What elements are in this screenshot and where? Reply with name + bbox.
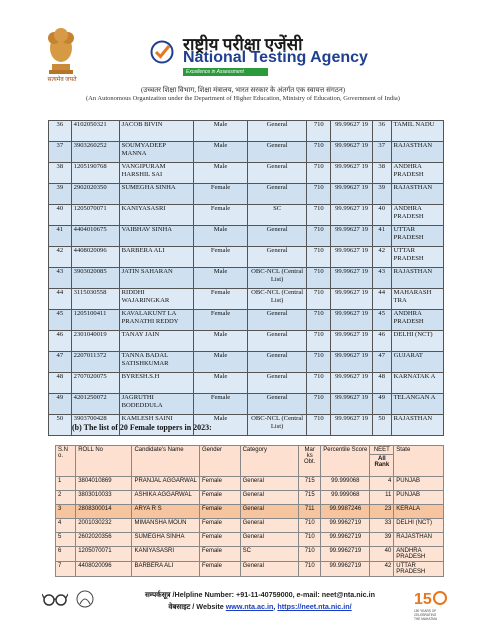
cell-state: PUNJAB: [394, 477, 444, 491]
cell-category: General: [248, 352, 307, 373]
col-state: State: [394, 446, 444, 477]
cell-roll-no: 4201250072: [71, 394, 119, 415]
cell-state: RAJASTHAN: [391, 415, 443, 436]
col-neet-rank: [370, 446, 394, 477]
cell-category: General: [248, 142, 307, 163]
cell-sn: 4: [56, 519, 76, 533]
table-row: [49, 352, 444, 373]
cell-gender: Female: [194, 205, 248, 226]
cell-gender: Female: [199, 519, 240, 533]
cell-marks: 710: [307, 310, 331, 331]
emblem-motto: सत्यमेव जयते: [47, 77, 77, 83]
cell-roll-no: 4102050321: [71, 121, 119, 142]
cell-state: UTTAR PRADESH: [391, 247, 443, 268]
cell-percentile: 99.99627 19: [331, 268, 372, 289]
cell-marks: 710: [307, 373, 331, 394]
cell-rank: 23: [370, 505, 394, 519]
cell-percentile: 99.9987246: [321, 505, 370, 519]
cell-gender: Male: [194, 352, 248, 373]
table-row: [49, 226, 444, 247]
cell-rank: 46: [372, 331, 391, 352]
cell-sn: 7: [56, 562, 76, 577]
website-line: [100, 602, 420, 612]
cell-percentile: 99.9962719: [321, 547, 370, 562]
cell-gender: Female: [199, 533, 240, 547]
link-separator: ,: [273, 602, 278, 611]
cell-category: SC: [248, 205, 307, 226]
cell-candidate-name: ARYA R S: [132, 505, 200, 519]
cell-category: General: [240, 519, 299, 533]
cell-marks: 710: [307, 331, 331, 352]
cell-category: General: [240, 505, 299, 519]
cell-state: TAMIL NADU: [391, 121, 443, 142]
cell-percentile: 99.99627 19: [331, 247, 372, 268]
cell-gender: Female: [194, 310, 248, 331]
cell-candidate-name: PRANJAL AGGARWAL: [132, 477, 200, 491]
table-row: [56, 505, 444, 519]
cell-marks: 710: [307, 415, 331, 436]
cell-percentile: 99.99627 19: [331, 289, 372, 310]
cell-percentile: 99.99627 19: [331, 184, 372, 205]
cell-gender: Male: [194, 226, 248, 247]
cell-roll-no: 3903700428: [71, 415, 119, 436]
cell-rank: 37: [372, 142, 391, 163]
cell-marks: 710: [307, 352, 331, 373]
cell-candidate-name: TANNA BADAL SATISHKUMAR: [119, 352, 193, 373]
cell-candidate-name: KANIYASASRI: [132, 547, 200, 562]
cell-candidate-name: KAMLESH SAINI: [119, 415, 193, 436]
cell-percentile: 99.9962719: [321, 533, 370, 547]
swachh-bharat-glasses-icon: [42, 590, 68, 608]
cell-state: ANDHRA PRADESH: [391, 163, 443, 184]
table-row: [49, 331, 444, 352]
cell-roll-no: 3903020085: [71, 268, 119, 289]
cell-percentile: 99.99627 19: [331, 163, 372, 184]
cell-marks: 710: [307, 289, 331, 310]
cell-gender: Female: [199, 491, 240, 505]
col-category: Category: [240, 446, 299, 477]
table-row: [49, 310, 444, 331]
cell-percentile: 99.9962719: [321, 562, 370, 577]
cell-marks: 710: [307, 226, 331, 247]
cell-gender: Male: [194, 373, 248, 394]
cell-marks: 710: [307, 184, 331, 205]
cell-candidate-name: ASHIKA AGGARWAL: [132, 491, 200, 505]
cell-gender: Female: [199, 562, 240, 577]
cell-percentile: 99.999068: [321, 477, 370, 491]
table-row: [49, 163, 444, 184]
cell-state: RAJASTHAN: [391, 268, 443, 289]
svg-text:THE MAHATMA: THE MAHATMA: [414, 617, 437, 621]
cell-gender: Female: [199, 477, 240, 491]
cell-category: General: [248, 331, 307, 352]
cell-rank: 50: [372, 415, 391, 436]
cell-category: SC: [240, 547, 299, 562]
cell-percentile: 99.99627 19: [331, 205, 372, 226]
cell-sn: 40: [49, 205, 72, 226]
cell-rank: 38: [372, 163, 391, 184]
table-row: [49, 121, 444, 142]
table-row: [49, 247, 444, 268]
cell-gender: Female: [194, 394, 248, 415]
cell-candidate-name: BARBERA ALI: [119, 247, 193, 268]
cell-roll-no: 2707020075: [71, 373, 119, 394]
cell-sn: 49: [49, 394, 72, 415]
nta-website-link[interactable]: www.nta.ac.in: [225, 602, 274, 611]
cell-candidate-name: BARBERA ALI: [132, 562, 200, 577]
cell-sn: 45: [49, 310, 72, 331]
col-percentile: Percentile Score: [321, 446, 370, 477]
cell-rank: 42: [372, 247, 391, 268]
cell-state: PUNJAB: [394, 491, 444, 505]
cell-rank: 44: [372, 289, 391, 310]
cell-state: RAJASTHAN: [391, 184, 443, 205]
cell-roll-no: 2001030232: [76, 519, 132, 533]
cell-percentile: 99.99627 19: [331, 226, 372, 247]
cell-marks: 715: [299, 491, 321, 505]
neet-label: NEET: [370, 446, 393, 455]
all-rank-label: All Rank: [374, 456, 390, 468]
cell-gender: Male: [194, 331, 248, 352]
cell-candidate-name: KANIYASASRI: [119, 205, 193, 226]
cell-sn: 43: [49, 268, 72, 289]
cell-roll-no: 1205070071: [76, 547, 132, 562]
cell-rank: 45: [372, 310, 391, 331]
table-header-row: [56, 446, 444, 477]
cell-marks: 710: [299, 533, 321, 547]
cell-candidate-name: SUMEGHA SINHA: [132, 533, 200, 547]
cell-rank: 48: [372, 373, 391, 394]
cell-roll-no: 4408020096: [71, 247, 119, 268]
national-emblem-icon: [44, 24, 78, 78]
cell-marks: 710: [299, 519, 321, 533]
cell-candidate-name: BYRESH.S.H: [119, 373, 193, 394]
cell-rank: 47: [372, 352, 391, 373]
cell-percentile: 99.99627 19: [331, 352, 372, 373]
cell-gender: Male: [194, 268, 248, 289]
table-row: [56, 547, 444, 562]
cell-category: OBC-NCL (Central List): [248, 268, 307, 289]
cell-state: RAJASTHAN: [391, 142, 443, 163]
cell-roll-no: 2301040019: [71, 331, 119, 352]
cell-candidate-name: VANGIPURAM HARSHIL SAI: [119, 163, 193, 184]
cell-candidate-name: SUMEGHA SINHA: [119, 184, 193, 205]
cell-category: OBC-NCL (Central List): [248, 289, 307, 310]
cell-roll-no: 2808300014: [76, 505, 132, 519]
table-row: [49, 142, 444, 163]
cell-percentile: 99.999068: [321, 491, 370, 505]
cell-roll-no: 2602020356: [76, 533, 132, 547]
subtitle-english: (An Autonomous Organization under the Department of Higher Education, Ministry of Education, Government of India): [86, 95, 400, 102]
table-row: [49, 289, 444, 310]
cell-marks: 710: [307, 247, 331, 268]
cell-marks: 710: [307, 121, 331, 142]
cell-percentile: 99.9962719: [321, 519, 370, 533]
cell-candidate-name: SOUMYADEEP MANNA: [119, 142, 193, 163]
cell-rank: 39: [372, 184, 391, 205]
cell-state: RAJASTHAN: [394, 533, 444, 547]
cell-category: General: [240, 562, 299, 577]
cell-rank: 41: [372, 226, 391, 247]
toppers-table-continued: [48, 120, 444, 436]
cell-roll-no: 2207011372: [71, 352, 119, 373]
cell-roll-no: 3803010033: [76, 491, 132, 505]
gandhi-150-badge-icon: [412, 586, 448, 624]
cell-rank: 43: [372, 268, 391, 289]
cell-gender: Female: [194, 184, 248, 205]
cell-state: UTTAR PRADESH: [394, 562, 444, 577]
footer: [0, 586, 486, 642]
cell-marks: 710: [307, 205, 331, 226]
cell-sn: 47: [49, 352, 72, 373]
cell-sn: 2: [56, 491, 76, 505]
table-row: [56, 519, 444, 533]
cell-gender: Female: [194, 289, 248, 310]
cell-state: KARNATAK A: [391, 373, 443, 394]
cell-state: KERALA: [394, 505, 444, 519]
letterhead: [0, 0, 486, 105]
cell-sn: 36: [49, 121, 72, 142]
cell-category: General: [248, 373, 307, 394]
cell-sn: 6: [56, 547, 76, 562]
cell-state: UTTAR PRADESH: [391, 226, 443, 247]
cell-marks: 710: [299, 562, 321, 577]
agency-name-english: National Testing Agency: [183, 49, 368, 66]
cell-category: General: [240, 533, 299, 547]
cell-candidate-name: JACOB BIVIN: [119, 121, 193, 142]
cell-sn: 46: [49, 331, 72, 352]
cell-sn: 3: [56, 505, 76, 519]
cell-state: ANDHRA PRADESH: [391, 205, 443, 226]
table-row: [49, 205, 444, 226]
cell-state: GUJARAT: [391, 352, 443, 373]
cell-roll-no: 3804010869: [76, 477, 132, 491]
section-title: (b) The list of 20 Female toppers in 2023:: [72, 423, 212, 432]
cell-category: General: [248, 163, 307, 184]
table-row: [49, 394, 444, 415]
table-row: [56, 491, 444, 505]
cell-sn: 38: [49, 163, 72, 184]
cell-state: MAHARASH TRA: [391, 289, 443, 310]
col-name: Candidate's Name: [132, 446, 200, 477]
cell-gender: Female: [199, 547, 240, 562]
cell-percentile: 99.99627 19: [331, 373, 372, 394]
cell-sn: 1: [56, 477, 76, 491]
cell-percentile: 99.99627 19: [331, 394, 372, 415]
table-row: [49, 184, 444, 205]
female-toppers-table: [55, 445, 444, 577]
cell-sn: 37: [49, 142, 72, 163]
cell-gender: Male: [194, 142, 248, 163]
cell-rank: 11: [370, 491, 394, 505]
cell-roll-no: 1205190768: [71, 163, 119, 184]
col-roll: ROLL No: [76, 446, 132, 477]
svg-text:CELEBRATING: CELEBRATING: [414, 613, 437, 617]
cell-gender: Female: [194, 247, 248, 268]
cell-rank: 42: [370, 562, 394, 577]
cell-roll-no: 2902020350: [71, 184, 119, 205]
cell-roll-no: 3115030558: [71, 289, 119, 310]
col-sn: S.N o.: [56, 446, 76, 477]
cell-state: ANDHRA PRADESH: [391, 310, 443, 331]
table-row: [49, 268, 444, 289]
cell-candidate-name: VAIBHAV SINHA: [119, 226, 193, 247]
cell-rank: 40: [372, 205, 391, 226]
cell-category: OBC-NCL (Central List): [248, 415, 307, 436]
cell-sn: 50: [49, 415, 72, 436]
table-row: [56, 533, 444, 547]
cell-rank: 39: [370, 533, 394, 547]
cell-state: TELANGAN A: [391, 394, 443, 415]
cell-roll-no: 4404010675: [71, 226, 119, 247]
cell-sn: 41: [49, 226, 72, 247]
cell-roll-no: 3903260252: [71, 142, 119, 163]
cell-percentile: 99.99627 19: [331, 415, 372, 436]
subtitle-hindi: (उच्चतर शिक्षा विभाग, शिक्षा मंत्रालय, भारत सरकार के अंतर्गत एक स्वायत्त संगठन): [140, 86, 346, 94]
cell-gender: Male: [194, 163, 248, 184]
cell-candidate-name: JATIN SAHARAN: [119, 268, 193, 289]
cell-roll-no: 1205070071: [71, 205, 119, 226]
cell-rank: 40: [370, 547, 394, 562]
cell-rank: 49: [372, 394, 391, 415]
cell-marks: 710: [307, 268, 331, 289]
table-row: [56, 562, 444, 577]
cell-gender: Female: [199, 505, 240, 519]
cell-state: ANDHRA PRADESH: [394, 547, 444, 562]
cell-marks: 710: [307, 163, 331, 184]
cell-category: General: [248, 226, 307, 247]
cell-gender: Male: [194, 415, 248, 436]
nta-logo-icon: [150, 40, 174, 64]
cell-marks: 710: [307, 142, 331, 163]
cell-gender: Male: [194, 121, 248, 142]
cell-marks: 710: [307, 394, 331, 415]
cell-percentile: 99.99627 19: [331, 310, 372, 331]
cell-category: General: [240, 491, 299, 505]
cell-sn: 42: [49, 247, 72, 268]
cell-category: General: [248, 394, 307, 415]
helpline-line: सम्पर्कसूत्र /Helpline Number: +91-11-40759000, e-mail: neet@nta.nic.in: [144, 590, 376, 599]
cell-category: General: [248, 310, 307, 331]
cell-roll-no: 4408020096: [76, 562, 132, 577]
cell-sn: 48: [49, 373, 72, 394]
col-marks: Mar ks Obt.: [299, 446, 321, 477]
cell-state: DELHI (NCT): [391, 331, 443, 352]
cell-candidate-name: JAGRUTHI BODEDDULA: [119, 394, 193, 415]
cell-category: General: [248, 247, 307, 268]
cell-rank: 36: [372, 121, 391, 142]
cell-candidate-name: KAVALAKUNT LA PRANATHI REDDY: [119, 310, 193, 331]
cell-state: DELHI (NCT): [394, 519, 444, 533]
cell-candidate-name: RIDDHI WAJARINGKAR: [119, 289, 193, 310]
col-gender: Gender: [199, 446, 240, 477]
cell-sn: 39: [49, 184, 72, 205]
cell-category: General: [248, 184, 307, 205]
cell-sn: 5: [56, 533, 76, 547]
neet-website-link[interactable]: https://neet.nta.nic.in/: [277, 602, 352, 611]
cell-category: General: [240, 477, 299, 491]
cell-marks: 710: [299, 547, 321, 562]
cell-percentile: 99.99627 19: [331, 142, 372, 163]
agency-name-hindi: राष्ट्रीय परीक्षा एजेंसी: [183, 35, 303, 54]
svg-text:15: 15: [414, 591, 432, 608]
gandhi-portrait-icon: [74, 590, 96, 610]
table-row: [49, 373, 444, 394]
table-row: [56, 477, 444, 491]
cell-candidate-name: MIMANSHA MOUN: [132, 519, 200, 533]
cell-marks: 711: [299, 505, 321, 519]
website-label: वेबसाइट / Website: [168, 602, 226, 611]
cell-sn: 44: [49, 289, 72, 310]
cell-category: General: [248, 121, 307, 142]
cell-marks: 715: [299, 477, 321, 491]
cell-rank: 33: [370, 519, 394, 533]
cell-rank: 4: [370, 477, 394, 491]
cell-candidate-name: TANAY JAIN: [119, 331, 193, 352]
cell-percentile: 99.99627 19: [331, 331, 372, 352]
svg-text:150 YEARS OF: 150 YEARS OF: [414, 609, 437, 613]
cell-roll-no: 1205100411: [71, 310, 119, 331]
cell-percentile: 99.99627 19: [331, 121, 372, 142]
agency-tagline: Excellence in Assessment: [183, 68, 268, 76]
